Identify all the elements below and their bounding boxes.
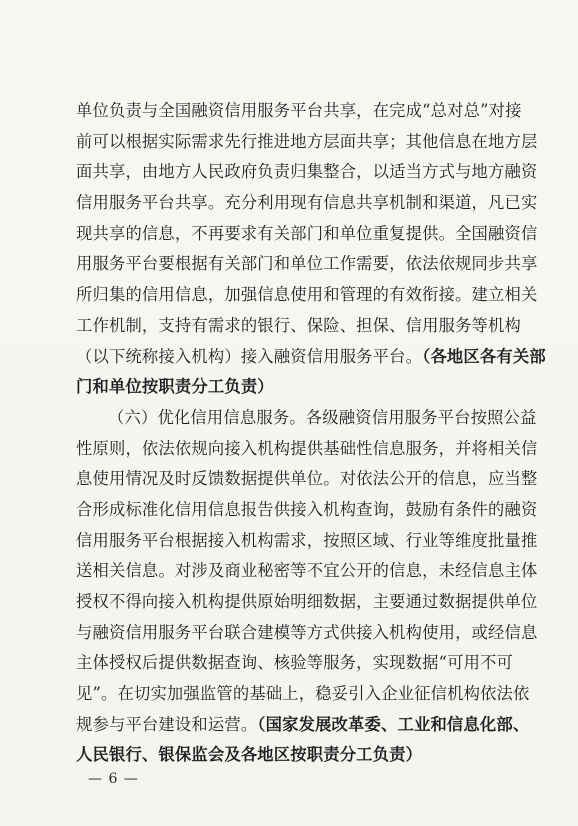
text-line: 息使用情况及时反馈数据提供单位。对依法公开的信息，应当整	[76, 469, 538, 489]
responsibility-note: 人民银行、银保监会及各地区按职责分工负责）	[76, 745, 423, 765]
text-line: 工作机制，支持有需求的银行、保险、担保、信用服务等机构	[76, 315, 521, 335]
text-line: 用服务平台要根据有关部门和单位工作需要，依法依规同步共享	[76, 254, 538, 274]
text-segment: （以下统称接入机构）接入融资信用服务平台。	[76, 346, 423, 366]
text-line: 面共享，由地方人民政府负责归集整合，以适当方式与地方融资	[76, 162, 538, 182]
section-heading: （六）优化信用信息服务。	[108, 407, 306, 427]
text-segment: 各级融资信用服务平台按照公益	[305, 407, 537, 427]
text-line: 信用服务平台共享。充分利用现有信息共享机制和渠道，凡已实	[76, 193, 538, 213]
text-line: 与融资信用服务平台联合建模等方式供接入机构使用，或经信息	[76, 622, 538, 642]
section-heading-line	[76, 403, 537, 434]
text-line	[76, 710, 530, 741]
text-line: 授权不得向接入机构提供原始明细数据，主要通过数据提供单位	[76, 592, 538, 611]
text-line	[76, 342, 546, 373]
responsibility-note: （国家发展改革委、工业和信息化部、	[257, 714, 530, 734]
page-number: — 6 —	[88, 771, 139, 787]
text-line: 合形成标准化信用信息报告供接入机构查询，鼓励有条件的融资	[76, 499, 538, 519]
text-line: 前可以根据实际需求先行推进地方层面共享；其他信息在地方层	[76, 131, 538, 151]
text-segment: 规参与平台建设和运营。	[76, 714, 258, 734]
text-line: 所归集的信用信息，加强信息使用和管理的有效衔接。建立相关	[76, 285, 538, 305]
text-line: 见”。在切实加强监管的基础上，稳妥引入企业征信机构依法依	[76, 684, 530, 704]
text-line: 单位负责与全国融资信用服务平台共享，在完成“总对总”对接	[76, 101, 522, 120]
text-line: 现共享的信息，不再要求有关部门和单位重复提供。全国融资信	[76, 223, 538, 243]
text-line: 送相关信息。对涉及商业秘密等不宜公开的信息，未经信息主体	[76, 561, 538, 581]
body-text	[76, 96, 546, 771]
responsibility-note: 门和单位按职责分工负责）	[76, 377, 274, 397]
text-line: 主体授权后提供数据查询、核验等服务，实现数据“可用不可	[76, 653, 514, 673]
text-line: 性原则，依法依规向接入机构提供基础性信息服务，并将相关信	[76, 438, 538, 458]
responsibility-note: （各地区各有关部	[422, 346, 546, 366]
text-line: 信用服务平台根据接入机构需求，按照区域、行业等维度批量推	[76, 530, 538, 550]
